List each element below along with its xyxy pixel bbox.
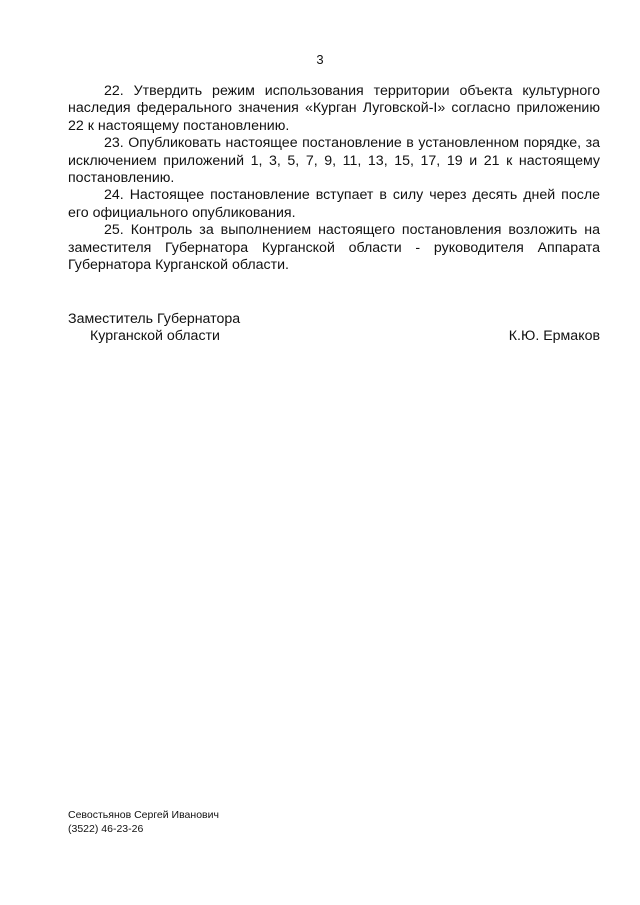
document-body	[68, 83, 600, 274]
executor-phone: (3522) 46-23-26	[68, 822, 144, 835]
executor-footer	[68, 809, 219, 836]
executor-name: Севостьянов Сергей Иванович	[68, 809, 219, 821]
paragraph-24: 24. Настоящее постановление вступает в силу через десять дней после его официального опубликования.	[68, 187, 600, 221]
signature-row	[68, 328, 600, 345]
signature-block	[68, 311, 600, 346]
paragraph-25: 25. Контроль за выполнением настоящего постановления возложить на заместителя Губернатора Курганской области - руководителя Аппарата Губернатора Курганской области.	[68, 222, 600, 274]
page-number: 3	[316, 52, 324, 67]
signatory-title-line1: Заместитель Губернатора	[68, 311, 241, 327]
signatory-name: К.Ю. Ермаков	[508, 328, 600, 345]
paragraph-22: 22. Утвердить режим использования территории объекта культурного наследия федерального значения «Курган Луговской-I» согласно приложению 22 к настоящему постановлению.	[68, 83, 600, 134]
signatory-title-line2: Курганской области	[90, 328, 220, 345]
paragraph-23: 23. Опубликовать настоящее постановление в установленном порядке, за исключением приложений 1, 3, 5, 7, 9, 11, 13, 15, 17, 19 и 21 к настоящему постановлению.	[68, 135, 600, 187]
